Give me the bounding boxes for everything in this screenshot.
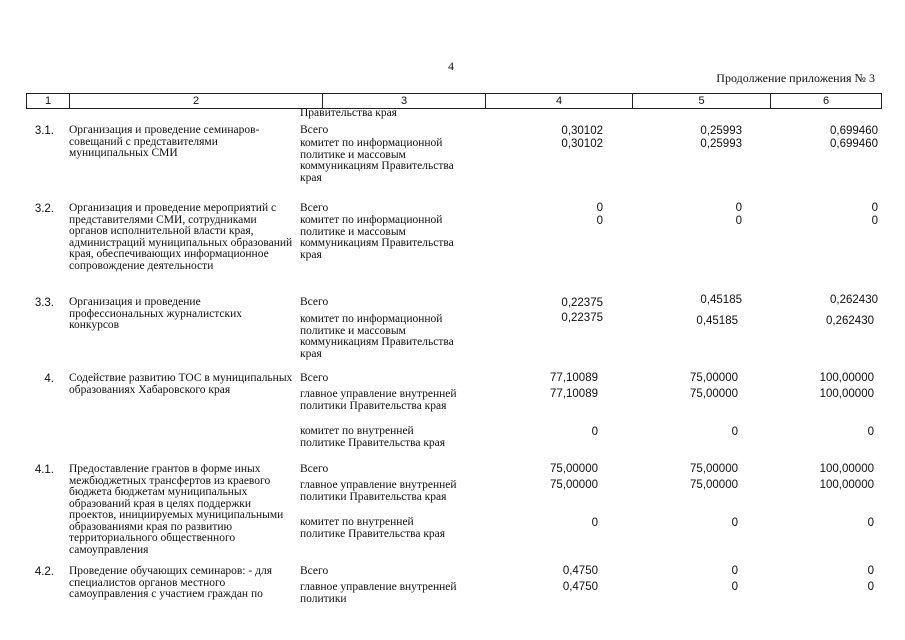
value-col4: 0,30102 [561, 125, 603, 137]
value-col4: 0 [596, 202, 603, 214]
row-line-label: Всего [300, 296, 329, 308]
value-col4: 0,4750 [562, 581, 598, 593]
value-col5: 75,00000 [690, 388, 738, 400]
row-index: 4.1. [34, 464, 54, 476]
value-col5: 0,45185 [700, 294, 742, 306]
value-col5: 0,45185 [696, 315, 738, 327]
row-index: 3.1. [34, 125, 54, 137]
value-col6: 0,699460 [830, 125, 878, 137]
value-col5: 75,00000 [690, 372, 738, 384]
row-description: Организация и проведение профессиональных журналистских конкурсов [69, 296, 243, 331]
value-col4: 77,10089 [550, 372, 598, 384]
value-col6: 100,00000 [819, 372, 874, 384]
row-index: 4. [44, 373, 54, 385]
value-col5: 0 [731, 517, 738, 529]
row-description: Предоставление грантов в форме иных межбюджетных трансфертов из краевого бюджета бюджетам муниципальных образований края в целях поддержки проектов, инициируемых муниципальными образованиями края по развитию территориального общественного самоуправления [69, 463, 284, 556]
row-description: Организация и проведение семинаров-совещаний с представителями муниципальных СМИ [69, 124, 260, 159]
row-line-label: Всего [300, 372, 329, 384]
value-col4: 0,30102 [561, 138, 603, 150]
row-index: 4.2. [34, 566, 54, 578]
value-col5: 75,00000 [690, 479, 738, 491]
value-col5: 0,25993 [700, 125, 742, 137]
page-number: 4 [448, 59, 454, 73]
value-col5: 0 [731, 426, 738, 438]
column-header-4: 4 [486, 94, 633, 108]
value-col6: 100,00000 [819, 388, 874, 400]
carryover-text: Правительства края [300, 107, 397, 119]
value-col5: 0,25993 [700, 138, 742, 150]
value-col4: 0 [591, 426, 598, 438]
value-col6: 100,00000 [819, 463, 874, 475]
value-col4: 75,00000 [550, 463, 598, 475]
value-col6: 0 [871, 202, 878, 214]
value-col5: 0 [735, 215, 742, 227]
value-col6: 0,262430 [826, 315, 874, 327]
row-line-label: комитет по информационной политике и массовым коммуникациям Правительства края [300, 137, 454, 184]
row-description: Организация и проведение мероприятий с представителями СМИ, сотрудниками органов исполнительной власти края, администраций муниципальных образований края, обеспечивающих информационное сопровождение деятельности [69, 202, 293, 272]
value-col6: 0 [867, 565, 874, 577]
row-index: 3.2. [34, 203, 54, 215]
value-col6: 0 [867, 581, 874, 593]
row-line-label: главное управление внутренней политики Правительства края [300, 479, 457, 503]
row-line-label: комитет по информационной политике и массовым коммуникациям Правительства края [300, 214, 454, 261]
value-col4: 0 [591, 517, 598, 529]
value-col6: 0,699460 [830, 138, 878, 150]
value-col5: 0 [731, 581, 738, 593]
value-col6: 0 [867, 517, 874, 529]
column-header-6: 6 [822, 95, 830, 107]
value-col4: 0,22375 [561, 312, 603, 324]
value-col6: 100,00000 [819, 479, 874, 491]
value-col5: 0 [731, 565, 738, 577]
column-header-2: 2 [70, 94, 323, 108]
row-index: 3.3. [34, 297, 54, 309]
row-line-label: Всего [300, 565, 329, 577]
continuation-title: Продолжение приложения № 3 [716, 71, 875, 85]
column-header-3: 3 [323, 94, 486, 108]
column-header-1: 1 [27, 94, 70, 108]
value-col5: 0 [735, 202, 742, 214]
value-col4: 0 [596, 215, 603, 227]
row-description: Проведение обучающих семинаров: - для специалистов органов местного самоуправления с участием граждан по [69, 565, 273, 600]
column-header-5: 5 [633, 94, 771, 108]
value-col6: 0,262430 [830, 294, 878, 306]
value-col6: 0 [867, 426, 874, 438]
value-col4: 0,22375 [561, 297, 603, 309]
row-line-label: Всего [300, 124, 329, 136]
value-col6: 0 [871, 215, 878, 227]
row-line-label: комитет по внутренней политике Правительства края [300, 516, 446, 540]
row-description: Содействие развитию ТОС в муниципальных образованиях Хабаровского края [69, 372, 293, 396]
row-line-label: главное управление внутренней политики [300, 581, 457, 605]
row-line-label: Всего [300, 202, 329, 214]
row-line-label: главное управление внутренней политики Правительства края [300, 388, 457, 412]
row-line-label: комитет по информационной политике и массовым коммуникациям Правительства края [300, 313, 454, 360]
value-col5: 75,00000 [690, 463, 738, 475]
value-col4: 75,00000 [550, 479, 598, 491]
row-line-label: комитет по внутренней политике Правительства края [300, 425, 446, 449]
table-header-row [26, 93, 882, 109]
row-line-label: Всего [300, 463, 329, 475]
value-col4: 0,4750 [562, 565, 598, 577]
value-col4: 77,10089 [550, 388, 598, 400]
